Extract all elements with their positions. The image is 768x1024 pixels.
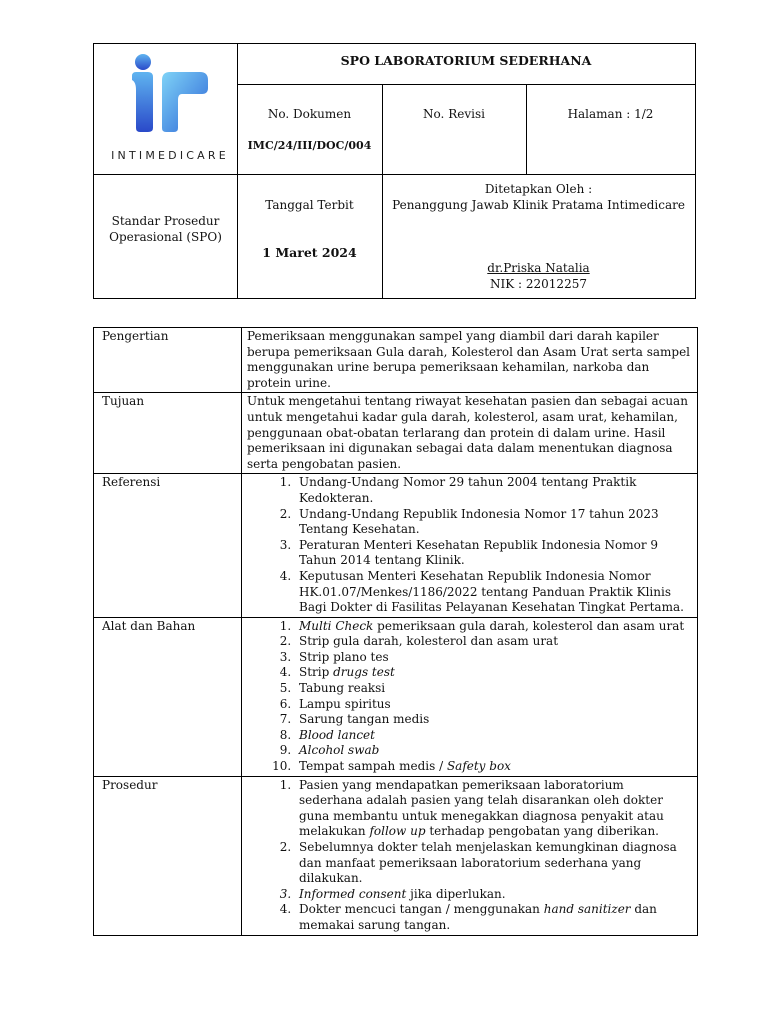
list-item: 6. Lampu spiritus — [295, 697, 691, 713]
alat-list — [247, 619, 691, 775]
list-item — [295, 728, 691, 744]
tanggal-terbit-label: Tanggal Terbit — [265, 198, 354, 212]
list-item — [295, 902, 691, 933]
signer-name: dr.Priska Natalia — [487, 261, 590, 275]
table-row — [94, 328, 698, 393]
italic-term: follow up — [369, 824, 426, 839]
italic-term: Safety box — [446, 759, 511, 774]
spo-label-line1: Standar Prosedur — [111, 214, 220, 228]
spo-label-line2: Operasional (SPO) — [109, 230, 222, 244]
list-item: 5. Tabung reaksi — [295, 681, 691, 697]
item-text: pemeriksaan gula darah, kolesterol dan asam urat — [373, 618, 685, 633]
no-revisi-label: No. Revisi — [423, 107, 485, 121]
alat-cell — [242, 617, 698, 776]
penanggung-jawab: Penanggung Jawab Klinik Pratama Intimedicare — [392, 198, 685, 212]
item-text: Tempat sampah medis / — [299, 759, 447, 774]
tanggal-terbit-value: 1 Maret 2024 — [262, 245, 357, 260]
item-text: dan memakai sarung tangan. — [299, 902, 657, 932]
referensi-list — [247, 475, 691, 615]
halaman-label: Halaman : 1/2 — [567, 107, 654, 121]
row-label: Pengertian — [94, 328, 242, 393]
list-item — [295, 778, 691, 840]
list-item — [295, 619, 691, 635]
signer-nik: NIK : 22012257 — [490, 277, 587, 291]
document-title: SPO LABORATORIUM SEDERHANA — [340, 53, 592, 68]
list-item: 4. Keputusan Menteri Kesehatan Republik Indonesia Nomor HK.01.07/Menkes/1186/2022 tentang Panduan Praktik Klinis Bagi Dokter di Fasilitas Pelayanan Kesehatan Tingkat Pertama. — [295, 569, 691, 616]
row-label: Prosedur — [94, 776, 242, 935]
italic-term: hand sanitizer — [543, 902, 631, 917]
item-text: Strip — [299, 665, 334, 680]
divider — [237, 84, 695, 85]
table-row — [94, 393, 698, 474]
item-text: Dokter mencuci tangan / menggunakan — [299, 902, 544, 917]
no-dokumen-label: No. Dokumen — [267, 107, 352, 121]
item-text: terhadap pengobatan yang diberikan. — [425, 824, 659, 839]
row-label: Alat dan Bahan — [94, 617, 242, 776]
pengertian-text: Pemeriksaan menggunakan sampel yang diambil dari darah kapiler berupa pemeriksaan Gula darah, Kolesterol dan Asam Urat serta sampel menggunakan urine berupa pemeriksaan kehamilan, narkoba dan protein urine. — [242, 328, 698, 393]
table-row — [94, 474, 698, 617]
list-item: 1. Undang-Undang Nomor 29 tahun 2004 tentang Praktik Kedokteran. — [295, 475, 691, 506]
list-item: 3. Peraturan Menteri Kesehatan Republik Indonesia Nomor 9 Tahun 2014 tentang Klinik. — [295, 538, 691, 569]
ditetapkan-oleh: Ditetapkan Oleh : — [484, 182, 593, 196]
list-item: 2. Undang-Undang Republik Indonesia Nomor 17 tahun 2023 Tentang Kesehatan. — [295, 507, 691, 538]
list-item — [295, 665, 691, 681]
prosedur-list — [247, 778, 691, 934]
list-item: 2. Sebelumnya dokter telah menjelaskan kemungkinan diagnosa dan manfaat pemeriksaan laboratorium sederhana yang dilakukan. — [295, 840, 691, 887]
divider — [526, 84, 527, 174]
tujuan-text: Untuk mengetahui tentang riwayat kesehatan pasien dan sebagai acuan untuk mengetahui kadar gula darah, kolesterol, asam urat, kehamilan, penggunaan obat-obatan terlarang dan protein di dalam urine. Hasil pemeriksaan ini digunakan sebagai data dalam menentukan diagnosa serta pengobatan pasien. — [242, 393, 698, 474]
prosedur-cell — [242, 776, 698, 935]
italic-term: drugs test — [333, 665, 395, 680]
italic-term: Multi Check — [299, 618, 374, 633]
list-item — [295, 887, 691, 903]
table-row — [94, 776, 698, 935]
table-row — [94, 617, 698, 776]
list-item — [295, 759, 691, 775]
italic-term: Informed consent — [299, 886, 407, 901]
list-item — [295, 743, 691, 759]
brand-name: INTIMEDICARE — [111, 149, 229, 162]
italic-term: Blood lancet — [299, 727, 375, 742]
list-item: 3. Strip plano tes — [295, 650, 691, 666]
row-label: Referensi — [94, 474, 242, 617]
no-dokumen-value: IMC/24/III/DOC/004 — [247, 139, 372, 152]
spo-content-table — [93, 327, 698, 936]
item-text: jika diperlukan. — [406, 886, 506, 901]
document-header — [93, 43, 696, 299]
italic-term: Alcohol swab — [299, 743, 380, 758]
divider — [94, 174, 695, 175]
row-label: Tujuan — [94, 393, 242, 474]
list-item: 7. Sarung tangan medis — [295, 712, 691, 728]
referensi-cell — [242, 474, 698, 617]
item-text: Pasien yang mendapatkan pemeriksaan laboratorium sederhana adalah pasien yang telah disarankan oleh dokter guna membantu untuk menegakkan diagnosa penyakit atau melakukan — [299, 777, 664, 839]
list-item: 2. Strip gula darah, kolesterol dan asam urat — [295, 634, 691, 650]
